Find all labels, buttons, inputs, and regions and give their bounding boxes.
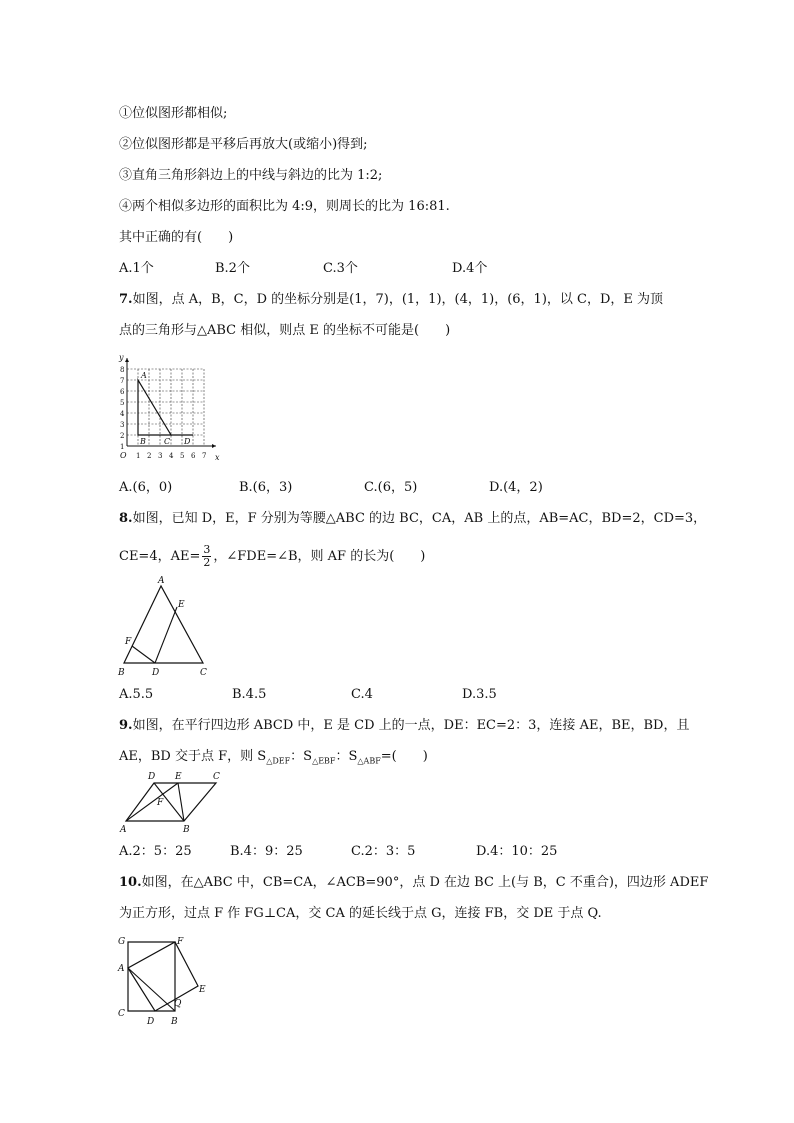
q10-label-e: E bbox=[199, 985, 206, 995]
q8-line-2 bbox=[119, 544, 425, 569]
q9-separator-2: ：S bbox=[335, 749, 358, 764]
q8-fraction-numerator: 3 bbox=[203, 543, 211, 556]
q9-subscript-abf: △ABF bbox=[357, 756, 381, 766]
q6-option-c: C.3个 bbox=[323, 261, 358, 276]
q8-label-b: B bbox=[118, 668, 125, 678]
q10-label-d: D bbox=[147, 1017, 155, 1027]
statement-1: ①位似图形都相似; bbox=[119, 106, 228, 121]
q7-point-b-label: B bbox=[140, 437, 146, 446]
q10-square-figure bbox=[114, 932, 214, 1028]
q7-point-c-label: C bbox=[164, 437, 171, 446]
q7-x-tick: 5 bbox=[180, 452, 185, 460]
q9-label-d: D bbox=[148, 772, 156, 782]
q10-label-a: A bbox=[118, 964, 125, 974]
q9-separator-1: ：S bbox=[290, 749, 313, 764]
q9-subscript-ebf: △EBF bbox=[312, 756, 336, 766]
q9-option-c: C.2：3：5 bbox=[351, 844, 416, 859]
q7-y-tick: 3 bbox=[120, 421, 125, 429]
q7-origin-label: O bbox=[120, 451, 127, 460]
q9-text-2-pre: AE，BD 交于点 F，则 S bbox=[119, 749, 267, 764]
q6-option-a: A.1个 bbox=[119, 261, 154, 276]
q8-label-f: F bbox=[125, 637, 132, 647]
q8-option-b: B.4.5 bbox=[232, 687, 267, 702]
q8-option-a: A.5.5 bbox=[119, 687, 154, 702]
q7-axis-x-label: x bbox=[215, 453, 220, 462]
q9-number: 9. bbox=[119, 718, 133, 733]
q7-option-c: C.(6，5) bbox=[364, 480, 418, 495]
q10-label-g: G bbox=[118, 937, 126, 947]
q8-fraction bbox=[202, 544, 211, 569]
q7-x-tick: 6 bbox=[191, 452, 196, 460]
q7-y-tick: 2 bbox=[120, 432, 125, 440]
q7-y-tick: 8 bbox=[120, 366, 125, 374]
q9-parallelogram-figure bbox=[116, 770, 226, 836]
q7-number: 7. bbox=[119, 292, 133, 307]
statement-3: ③直角三角形斜边上的中线与斜边的比为 1:2; bbox=[119, 168, 383, 183]
q9-option-b: B.4：9：25 bbox=[230, 844, 303, 859]
q7-option-d: D.(4，2) bbox=[489, 480, 543, 495]
q7-x-tick: 2 bbox=[147, 452, 152, 460]
q8-option-d: D.3.5 bbox=[462, 687, 497, 702]
q10-text-1: 如图，在△ABC 中，CB=CA，∠ACB=90°，点 D 在边 BC 上(与 B，C 不重合)，四边形 ADEF bbox=[141, 875, 709, 890]
q10-label-c: C bbox=[118, 1009, 125, 1019]
q7-coordinate-figure bbox=[112, 350, 224, 468]
q7-text-1: 如图，点 A，B，C，D 的坐标分别是(1，7)，(1，1)，(4，1)，(6，1)，以 C，D，E 为顶 bbox=[132, 292, 664, 307]
q8-label-a: A bbox=[158, 576, 165, 586]
q7-line-1 bbox=[119, 292, 663, 308]
q9-option-d: D.4：10：25 bbox=[476, 844, 558, 859]
q10-line-2: 为正方形，过点 F 作 FG⊥CA，交 CA 的延长线于点 G，连接 FB，交 DE 于点 Q. bbox=[119, 906, 602, 921]
q9-subscript-def: △DEF bbox=[266, 756, 291, 766]
q9-label-b: B bbox=[183, 825, 190, 835]
q10-number: 10. bbox=[119, 875, 142, 890]
q7-x-tick: 7 bbox=[202, 452, 207, 460]
q10-line-1 bbox=[119, 875, 708, 891]
q8-fraction-denominator: 2 bbox=[203, 556, 211, 569]
q9-option-a: A.2：5：25 bbox=[119, 844, 192, 859]
q8-text-1: 如图，已知 D，E，F 分别为等腰△ABC 的边 BC，CA，AB 上的点，AB=AC，BD=2，CD=3， bbox=[132, 511, 707, 526]
q8-text-2-pre: CE=4，AE= bbox=[119, 549, 201, 564]
q9-label-c: C bbox=[213, 772, 220, 782]
statement-4: ④两个相似多边形的面积比为 4:9，则周长的比为 16:81. bbox=[119, 199, 450, 214]
q9-label-e: E bbox=[175, 772, 182, 782]
q8-number: 8. bbox=[119, 511, 133, 526]
q10-label-b: B bbox=[171, 1017, 178, 1027]
q6-prompt: 其中正确的有( ) bbox=[119, 230, 234, 245]
q7-x-tick: 1 bbox=[136, 452, 141, 460]
q6-option-d: D.4个 bbox=[452, 261, 488, 276]
q7-y-tick: 5 bbox=[120, 399, 125, 407]
q7-axis-y-label: y bbox=[119, 353, 124, 362]
q9-line-1 bbox=[119, 718, 689, 734]
q7-point-a-label: A bbox=[141, 371, 147, 380]
q7-x-tick: 3 bbox=[158, 452, 163, 460]
q8-triangle-figure bbox=[114, 574, 218, 680]
q10-label-q: Q bbox=[174, 999, 182, 1009]
q7-y-tick: 7 bbox=[120, 377, 125, 385]
q7-option-b: B.(6，3) bbox=[239, 480, 293, 495]
q8-label-e: E bbox=[178, 600, 185, 610]
q7-x-tick: 4 bbox=[169, 452, 174, 460]
q7-y-tick: 4 bbox=[120, 410, 125, 418]
q6-option-b: B.2个 bbox=[215, 261, 250, 276]
q7-option-a: A.(6，0) bbox=[119, 480, 173, 495]
q7-line-2: 点的三角形与△ABC 相似，则点 E 的坐标不可能是( ) bbox=[119, 323, 451, 338]
q9-label-a: A bbox=[120, 825, 127, 835]
q7-point-d-label: D bbox=[184, 437, 191, 446]
q9-label-f: F bbox=[157, 798, 164, 808]
q8-option-c: C.4 bbox=[351, 687, 373, 702]
q8-text-2-post: ，∠FDE=∠B，则 AF 的长为( ) bbox=[213, 549, 426, 564]
q8-label-d: D bbox=[152, 668, 160, 678]
statement-2: ②位似图形都是平移后再放大(或缩小)得到; bbox=[119, 137, 368, 152]
q7-y-tick: 6 bbox=[120, 388, 125, 396]
q10-label-f: F bbox=[177, 937, 184, 947]
q9-text-2-post: =( ) bbox=[380, 749, 428, 764]
q7-y-tick: 1 bbox=[120, 443, 125, 451]
q9-text-1: 如图，在平行四边形 ABCD 中，E 是 CD 上的一点，DE：EC=2：3，连接 AE，BE，BD，且 bbox=[132, 718, 690, 733]
q8-line-1 bbox=[119, 511, 706, 527]
q9-line-2 bbox=[119, 749, 428, 770]
q8-label-c: C bbox=[200, 668, 207, 678]
